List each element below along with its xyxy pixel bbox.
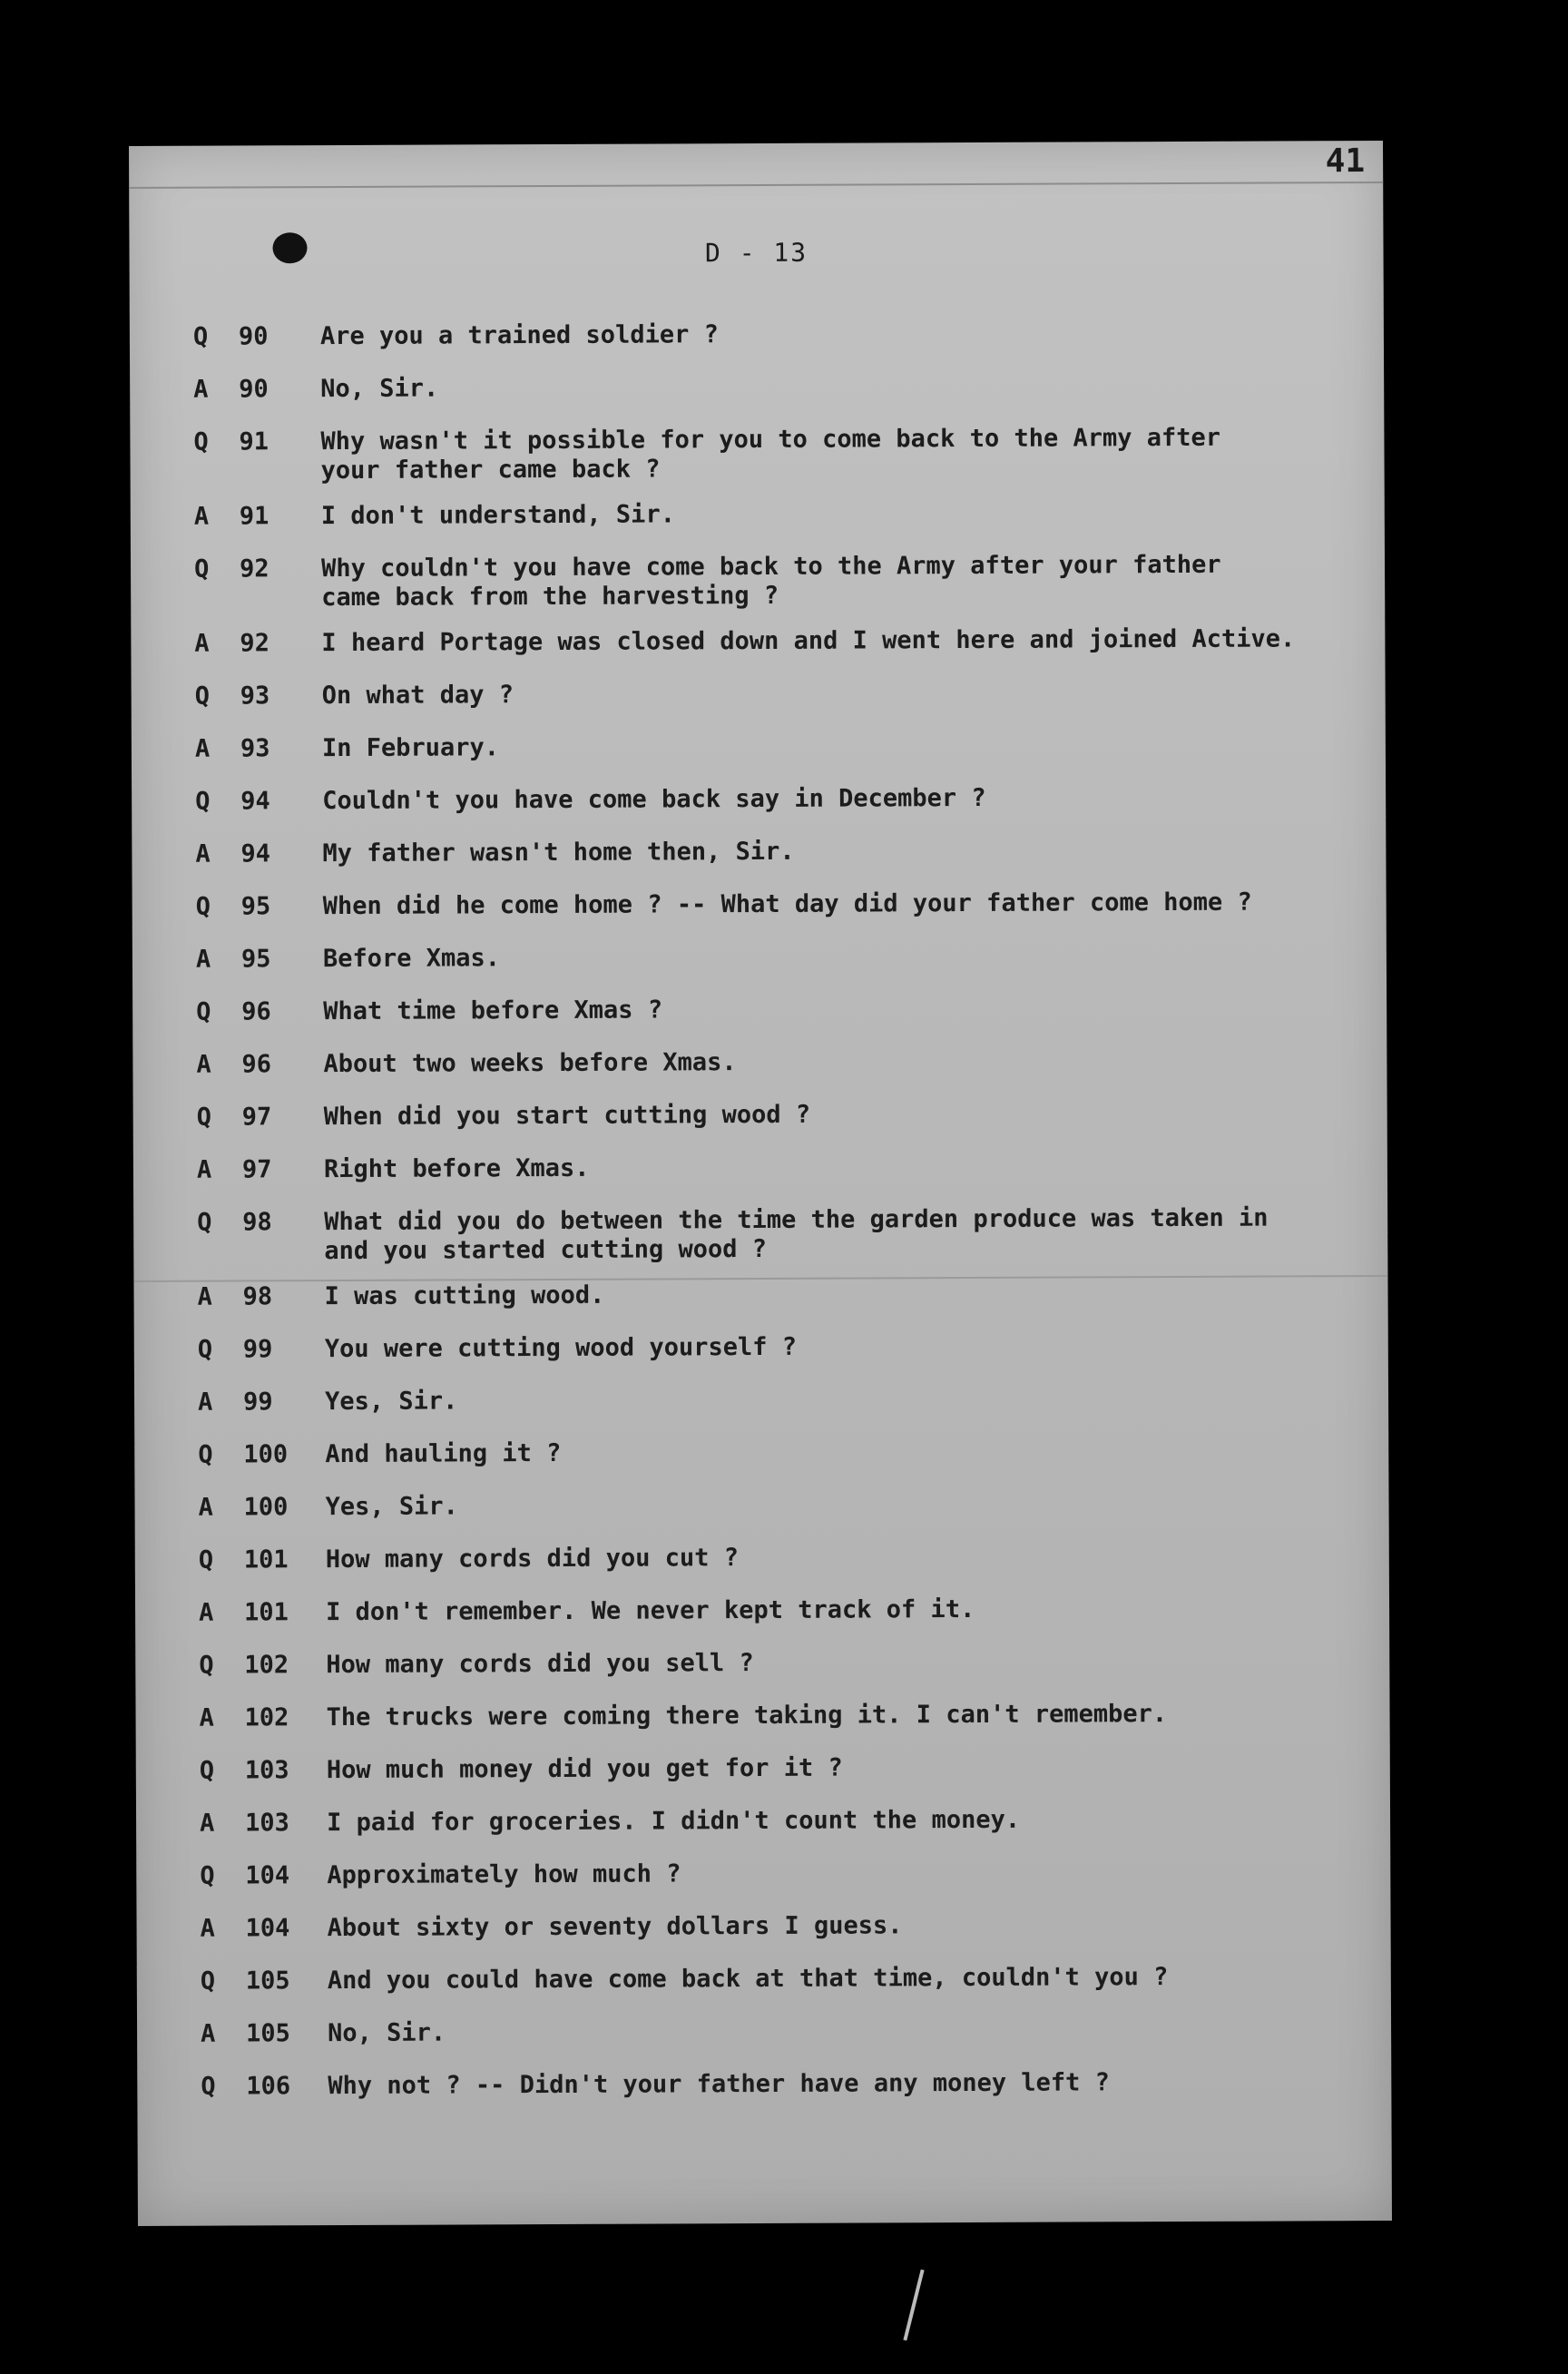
transcript-entry xyxy=(196,940,1367,975)
speaker-label: Q xyxy=(201,2072,216,2101)
speaker-label: Q xyxy=(199,1651,214,1680)
transcript-entry xyxy=(195,677,1366,711)
transcript-entry xyxy=(197,1278,1367,1312)
scratch-mark xyxy=(903,2270,924,2341)
transcript-entry xyxy=(193,423,1364,486)
question-number: 94 xyxy=(240,787,270,816)
speaker-label: Q xyxy=(195,787,211,816)
speaker-label: A xyxy=(200,1809,215,1838)
speaker-label: A xyxy=(196,1050,211,1079)
entry-text: I don't understand, Sir. xyxy=(320,500,675,531)
transcript-entry xyxy=(195,835,1366,869)
entry-text: Couldn't you have come back say in December ? xyxy=(322,783,986,816)
question-number: 96 xyxy=(241,997,271,1026)
speaker-label: A xyxy=(194,629,210,658)
speaker-label: Q xyxy=(196,997,211,1026)
entry-text: And hauling it ? xyxy=(325,1438,562,1469)
transcript-entry xyxy=(198,1330,1368,1365)
speaker-label: Q xyxy=(197,1208,212,1237)
speaker-label: A xyxy=(196,1155,212,1184)
entry-text: How many cords did you cut ? xyxy=(325,1544,740,1574)
question-number: 105 xyxy=(246,2019,290,2048)
document-page xyxy=(129,141,1392,2226)
speaker-label: A xyxy=(194,734,211,763)
entry-text: Why couldn't you have come back to the Army after your father came back from the harvesting ? xyxy=(320,550,1221,613)
transcript-entry xyxy=(200,1751,1370,1786)
speaker-label: A xyxy=(193,502,210,531)
transcript-entry xyxy=(195,782,1366,817)
entry-text: I was cutting wood. xyxy=(324,1280,605,1311)
question-number: 94 xyxy=(240,839,270,868)
question-number: 99 xyxy=(242,1335,273,1364)
speaker-label: A xyxy=(200,1914,215,1943)
entry-text: You were cutting wood yourself ? xyxy=(324,1332,798,1364)
speaker-label: Q xyxy=(194,682,210,711)
question-number: 100 xyxy=(243,1440,289,1469)
entry-text: What did you do between the time the garden produce was taken in and you started cutting wood ? xyxy=(324,1203,1269,1266)
speaker-label: Q xyxy=(200,1967,216,1996)
question-number: 106 xyxy=(246,2072,291,2101)
transcript-entry xyxy=(199,1594,1369,1628)
question-number: 102 xyxy=(244,1651,289,1680)
speaker-label: A xyxy=(198,1598,214,1627)
transcript-entry xyxy=(196,1045,1367,1080)
entry-text: My father wasn't home then, Sir. xyxy=(322,837,795,868)
transcript-entry xyxy=(194,624,1365,659)
speaker-label: A xyxy=(195,945,211,974)
speaker-label: Q xyxy=(192,322,209,351)
transcript-entry xyxy=(193,318,1364,352)
question-number: 90 xyxy=(238,322,269,351)
transcript-entry xyxy=(199,1646,1369,1681)
speaker-label: Q xyxy=(196,1103,212,1132)
transcript-entry xyxy=(197,1151,1367,1185)
transcript xyxy=(193,318,1372,2125)
transcript-entry xyxy=(199,1699,1369,1733)
page-label: D - 13 xyxy=(704,237,808,269)
transcript-entry xyxy=(193,370,1364,405)
entry-text: Approximately how much ? xyxy=(327,1859,681,1890)
question-number: 92 xyxy=(240,629,270,658)
question-number: 104 xyxy=(245,1861,290,1890)
transcript-entry xyxy=(200,1857,1370,1891)
entry-text: And you could have come back at that time, couldn't you ? xyxy=(327,1963,1169,1996)
question-number: 103 xyxy=(244,1756,289,1785)
entry-text: About sixty or seventy dollars I guess. xyxy=(327,1911,903,1943)
speaker-label: A xyxy=(195,839,211,868)
question-number: 90 xyxy=(239,375,269,404)
transcript-entry xyxy=(194,550,1365,613)
entry-text: When did you start cutting wood ? xyxy=(323,1100,811,1132)
transcript-entry xyxy=(201,1909,1371,1944)
entry-text: I paid for groceries. I didn't count the money. xyxy=(327,1805,1021,1838)
speaker-label: Q xyxy=(198,1440,213,1469)
transcript-entry xyxy=(198,1436,1368,1470)
transcript-entry xyxy=(201,2067,1371,2102)
transcript-entry xyxy=(198,1383,1368,1418)
question-number: 97 xyxy=(241,1155,272,1184)
entry-text: No, Sir. xyxy=(320,374,439,404)
entry-text: In February. xyxy=(321,733,500,763)
speaker-label: A xyxy=(193,375,209,404)
question-number: 98 xyxy=(242,1282,273,1311)
question-number: 102 xyxy=(244,1703,289,1732)
question-number: 101 xyxy=(243,1598,289,1627)
question-number: 100 xyxy=(243,1493,289,1522)
speaker-label: A xyxy=(199,1703,214,1732)
entry-text: When did he come home ? -- What day did your father come home ? xyxy=(322,888,1252,921)
transcript-entry xyxy=(197,1203,1367,1267)
speaker-label: Q xyxy=(197,1335,213,1364)
transcript-entry xyxy=(200,1804,1370,1839)
entry-text: On what day ? xyxy=(321,681,514,711)
question-number: 104 xyxy=(245,1914,290,1943)
transcript-entry xyxy=(196,888,1367,922)
speaker-label: A xyxy=(197,1388,213,1417)
speaker-label: A xyxy=(198,1493,213,1522)
entry-text: Are you a trained soldier ? xyxy=(319,320,719,351)
entry-text: No, Sir. xyxy=(328,2018,446,2048)
question-number: 92 xyxy=(239,554,270,584)
question-number: 95 xyxy=(240,945,271,974)
entry-text: How much money did you get for it ? xyxy=(326,1753,843,1785)
transcript-entry xyxy=(194,497,1365,532)
transcript-entry xyxy=(197,1098,1367,1133)
entry-text: What time before Xmas ? xyxy=(323,996,663,1026)
question-number: 98 xyxy=(242,1208,272,1237)
entry-text: Yes, Sir. xyxy=(325,1492,458,1522)
transcript-entry xyxy=(196,993,1367,1027)
entry-text: The trucks were coming there taking it. I can't remember. xyxy=(326,1700,1168,1732)
transcript-entry xyxy=(198,1488,1368,1523)
question-number: 93 xyxy=(240,734,270,763)
entry-text: Yes, Sir. xyxy=(324,1387,458,1417)
entry-text: Right before Xmas. xyxy=(323,1153,590,1184)
question-number: 101 xyxy=(243,1545,289,1574)
question-number: 105 xyxy=(245,1967,290,1996)
entry-text: I heard Portage was closed down and I went here and joined Active. xyxy=(321,624,1296,658)
entry-text: About two weeks before Xmas. xyxy=(323,1048,737,1079)
question-number: 93 xyxy=(240,682,270,711)
question-number: 99 xyxy=(242,1388,273,1417)
entry-text: I don't remember. We never kept track of it. xyxy=(325,1594,975,1627)
question-number: 103 xyxy=(245,1809,289,1838)
entry-text: Why wasn't it possible for you to come back to the Army after your father came back ? xyxy=(320,423,1221,486)
question-number: 91 xyxy=(239,502,270,531)
speaker-label: Q xyxy=(199,1756,215,1785)
speaker-label: Q xyxy=(200,1861,215,1890)
entry-text: How many cords did you sell ? xyxy=(326,1649,754,1680)
question-number: 91 xyxy=(239,427,270,456)
speaker-label: Q xyxy=(193,554,210,584)
question-number: 95 xyxy=(240,892,271,921)
transcript-entry xyxy=(201,2015,1371,2049)
transcript-entry xyxy=(195,730,1366,764)
question-number: 96 xyxy=(241,1050,272,1079)
corner-mark: 41 xyxy=(1325,142,1366,181)
question-number: 97 xyxy=(241,1103,272,1132)
speaker-label: A xyxy=(201,2019,216,2048)
entry-text: Before Xmas. xyxy=(322,944,501,974)
speaker-label: Q xyxy=(193,427,209,456)
speaker-label: Q xyxy=(195,892,211,921)
top-rule xyxy=(129,181,1383,189)
entry-text: Why not ? -- Didn't your father have any money left ? xyxy=(328,2068,1110,2101)
transcript-entry xyxy=(199,1541,1369,1575)
speaker-label: Q xyxy=(198,1545,214,1574)
speaker-label: A xyxy=(197,1282,212,1311)
transcript-entry xyxy=(201,1962,1371,1996)
